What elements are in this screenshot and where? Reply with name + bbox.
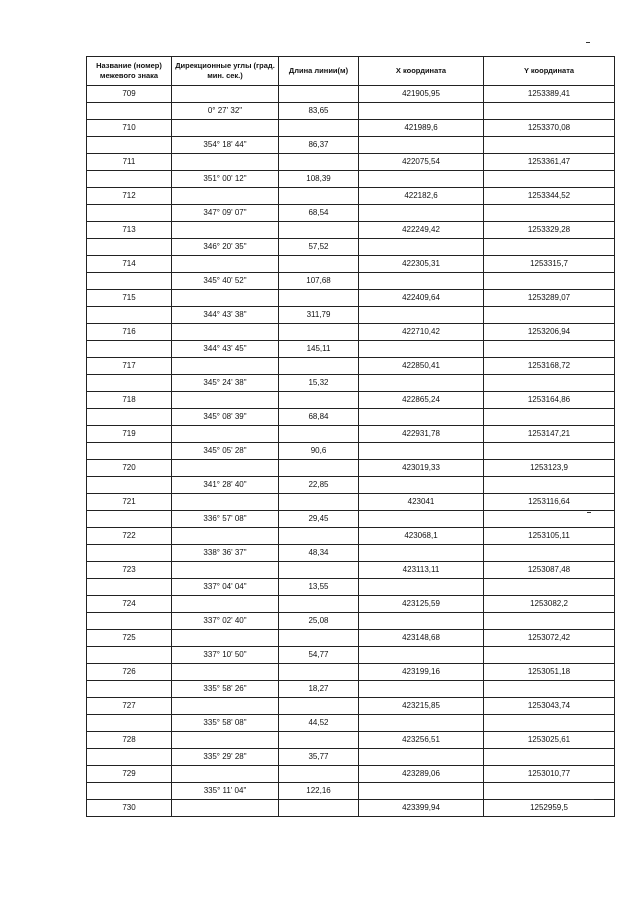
line-length: 83,65 <box>279 103 359 120</box>
empty-cell <box>87 171 172 188</box>
table-row <box>87 783 615 800</box>
x-coordinate: 422865,24 <box>359 392 484 409</box>
table-row <box>87 732 615 749</box>
table-row <box>87 749 615 766</box>
x-coordinate: 423215,85 <box>359 698 484 715</box>
x-coordinate: 421989,6 <box>359 120 484 137</box>
point-name: 709 <box>87 86 172 103</box>
line-length: 122,16 <box>279 783 359 800</box>
y-coordinate: 1252959,5 <box>484 800 615 817</box>
table-row <box>87 698 615 715</box>
empty-cell <box>279 630 359 647</box>
point-name: 726 <box>87 664 172 681</box>
table-row <box>87 375 615 392</box>
table-row <box>87 715 615 732</box>
point-name: 721 <box>87 494 172 511</box>
direction-angle: 346° 20' 35" <box>172 239 279 256</box>
empty-cell <box>279 290 359 307</box>
empty-cell <box>87 273 172 290</box>
table-row <box>87 256 615 273</box>
empty-cell <box>484 103 615 120</box>
point-name: 725 <box>87 630 172 647</box>
point-name: 712 <box>87 188 172 205</box>
y-coordinate: 1253389,41 <box>484 86 615 103</box>
empty-cell <box>87 783 172 800</box>
table-row <box>87 647 615 664</box>
empty-cell <box>359 715 484 732</box>
x-coordinate: 423019,33 <box>359 460 484 477</box>
y-coordinate: 1253164,86 <box>484 392 615 409</box>
table-row <box>87 766 615 783</box>
empty-cell <box>359 307 484 324</box>
empty-cell <box>172 460 279 477</box>
empty-cell <box>359 579 484 596</box>
empty-cell <box>484 307 615 324</box>
empty-cell <box>87 579 172 596</box>
point-name: 714 <box>87 256 172 273</box>
point-name: 719 <box>87 426 172 443</box>
y-coordinate: 1253116,64 <box>484 494 615 511</box>
table-row <box>87 477 615 494</box>
direction-angle: 0° 27' 32" <box>172 103 279 120</box>
empty-cell <box>172 528 279 545</box>
empty-cell <box>484 647 615 664</box>
direction-angle: 336° 57' 08" <box>172 511 279 528</box>
point-name: 717 <box>87 358 172 375</box>
empty-cell <box>484 613 615 630</box>
scan-speck <box>587 512 591 513</box>
empty-cell <box>359 511 484 528</box>
table-row <box>87 188 615 205</box>
x-coordinate: 422305,31 <box>359 256 484 273</box>
line-length: 22,85 <box>279 477 359 494</box>
empty-cell <box>87 477 172 494</box>
table-row <box>87 171 615 188</box>
table-row <box>87 562 615 579</box>
empty-cell <box>172 596 279 613</box>
y-coordinate: 1253123,9 <box>484 460 615 477</box>
header-x-coordinate: X координата <box>359 57 484 86</box>
empty-cell <box>87 647 172 664</box>
empty-cell <box>279 800 359 817</box>
table-row <box>87 222 615 239</box>
line-length: 54,77 <box>279 647 359 664</box>
y-coordinate: 1253206,94 <box>484 324 615 341</box>
x-coordinate: 422931,78 <box>359 426 484 443</box>
direction-angle: 351° 00' 12" <box>172 171 279 188</box>
line-length: 44,52 <box>279 715 359 732</box>
table-row <box>87 494 615 511</box>
empty-cell <box>172 222 279 239</box>
empty-cell <box>172 358 279 375</box>
table-row <box>87 103 615 120</box>
table-row <box>87 460 615 477</box>
y-coordinate: 1253370,08 <box>484 120 615 137</box>
line-length: 311,79 <box>279 307 359 324</box>
direction-angle: 345° 08' 39" <box>172 409 279 426</box>
point-name: 710 <box>87 120 172 137</box>
line-length: 68,54 <box>279 205 359 222</box>
empty-cell <box>172 86 279 103</box>
table-row <box>87 392 615 409</box>
empty-cell <box>172 562 279 579</box>
direction-angle: 344° 43' 38" <box>172 307 279 324</box>
y-coordinate: 1253010,77 <box>484 766 615 783</box>
empty-cell <box>484 511 615 528</box>
line-length: 57,52 <box>279 239 359 256</box>
empty-cell <box>87 375 172 392</box>
point-name: 730 <box>87 800 172 817</box>
empty-cell <box>279 358 359 375</box>
empty-cell <box>172 426 279 443</box>
line-length: 29,45 <box>279 511 359 528</box>
line-length: 145,11 <box>279 341 359 358</box>
line-length: 108,39 <box>279 171 359 188</box>
x-coordinate: 422249,42 <box>359 222 484 239</box>
empty-cell <box>484 783 615 800</box>
empty-cell <box>484 579 615 596</box>
empty-cell <box>172 732 279 749</box>
empty-cell <box>359 783 484 800</box>
point-name: 713 <box>87 222 172 239</box>
direction-angle: 345° 40' 52" <box>172 273 279 290</box>
table-row <box>87 443 615 460</box>
empty-cell <box>484 273 615 290</box>
scan-speck <box>590 799 594 800</box>
direction-angle: 344° 43' 45" <box>172 341 279 358</box>
empty-cell <box>172 800 279 817</box>
empty-cell <box>172 630 279 647</box>
empty-cell <box>172 188 279 205</box>
empty-cell <box>359 341 484 358</box>
direction-angle: 345° 05' 28" <box>172 443 279 460</box>
y-coordinate: 1253105,11 <box>484 528 615 545</box>
empty-cell <box>359 171 484 188</box>
direction-angle: 338° 36' 37" <box>172 545 279 562</box>
point-name: 722 <box>87 528 172 545</box>
direction-angle: 345° 24' 38" <box>172 375 279 392</box>
empty-cell <box>359 749 484 766</box>
point-name: 711 <box>87 154 172 171</box>
x-coordinate: 423113,11 <box>359 562 484 579</box>
empty-cell <box>279 698 359 715</box>
line-length: 86,37 <box>279 137 359 154</box>
table-row <box>87 290 615 307</box>
empty-cell <box>172 324 279 341</box>
table-row <box>87 681 615 698</box>
line-length: 90,6 <box>279 443 359 460</box>
empty-cell <box>279 120 359 137</box>
empty-cell <box>279 324 359 341</box>
empty-cell <box>279 86 359 103</box>
empty-cell <box>484 239 615 256</box>
header-line-length: Длина линии(м) <box>279 57 359 86</box>
y-coordinate: 1253168,72 <box>484 358 615 375</box>
empty-cell <box>87 715 172 732</box>
empty-cell <box>172 698 279 715</box>
line-length: 25,08 <box>279 613 359 630</box>
empty-cell <box>172 154 279 171</box>
y-coordinate: 1253315,7 <box>484 256 615 273</box>
x-coordinate: 423125,59 <box>359 596 484 613</box>
x-coordinate: 422850,41 <box>359 358 484 375</box>
table-row <box>87 426 615 443</box>
empty-cell <box>279 256 359 273</box>
table-row <box>87 664 615 681</box>
table-row <box>87 154 615 171</box>
y-coordinate: 1253025,61 <box>484 732 615 749</box>
empty-cell <box>87 103 172 120</box>
empty-cell <box>87 749 172 766</box>
empty-cell <box>359 647 484 664</box>
empty-cell <box>279 392 359 409</box>
empty-cell <box>172 392 279 409</box>
point-name: 729 <box>87 766 172 783</box>
y-coordinate: 1253344,52 <box>484 188 615 205</box>
empty-cell <box>484 171 615 188</box>
table-row <box>87 545 615 562</box>
table-row <box>87 307 615 324</box>
line-length: 48,34 <box>279 545 359 562</box>
empty-cell <box>172 664 279 681</box>
table-row <box>87 800 615 817</box>
empty-cell <box>359 443 484 460</box>
direction-angle: 347° 09' 07" <box>172 205 279 222</box>
y-coordinate: 1253082,2 <box>484 596 615 613</box>
x-coordinate: 422075,54 <box>359 154 484 171</box>
y-coordinate: 1253043,74 <box>484 698 615 715</box>
table-row <box>87 120 615 137</box>
empty-cell <box>484 681 615 698</box>
empty-cell <box>484 443 615 460</box>
point-name: 718 <box>87 392 172 409</box>
x-coordinate: 423399,94 <box>359 800 484 817</box>
table-row <box>87 324 615 341</box>
line-length: 15,32 <box>279 375 359 392</box>
empty-cell <box>359 613 484 630</box>
empty-cell <box>484 715 615 732</box>
table-header-row <box>87 57 615 86</box>
x-coordinate: 422409,64 <box>359 290 484 307</box>
table-body <box>87 86 615 817</box>
empty-cell <box>279 596 359 613</box>
point-name: 716 <box>87 324 172 341</box>
empty-cell <box>87 681 172 698</box>
coordinates-sheet <box>86 56 615 817</box>
empty-cell <box>87 307 172 324</box>
empty-cell <box>172 290 279 307</box>
empty-cell <box>172 494 279 511</box>
direction-angle: 354° 18' 44" <box>172 137 279 154</box>
table-row <box>87 613 615 630</box>
empty-cell <box>87 137 172 154</box>
table-row <box>87 273 615 290</box>
empty-cell <box>87 409 172 426</box>
line-length: 68,84 <box>279 409 359 426</box>
x-coordinate: 423041 <box>359 494 484 511</box>
empty-cell <box>484 477 615 494</box>
direction-angle: 341° 28' 40" <box>172 477 279 494</box>
empty-cell <box>279 460 359 477</box>
table-row <box>87 86 615 103</box>
empty-cell <box>279 494 359 511</box>
empty-cell <box>359 545 484 562</box>
empty-cell <box>359 681 484 698</box>
empty-cell <box>279 766 359 783</box>
table-row <box>87 239 615 256</box>
empty-cell <box>484 749 615 766</box>
empty-cell <box>87 545 172 562</box>
empty-cell <box>484 341 615 358</box>
x-coordinate: 421905,95 <box>359 86 484 103</box>
empty-cell <box>87 239 172 256</box>
empty-cell <box>484 375 615 392</box>
x-coordinate: 423199,16 <box>359 664 484 681</box>
empty-cell <box>279 528 359 545</box>
header-point-name: Название (номер) межевого знака <box>87 57 172 86</box>
direction-angle: 335° 58' 26" <box>172 681 279 698</box>
empty-cell <box>172 766 279 783</box>
empty-cell <box>87 341 172 358</box>
point-name: 727 <box>87 698 172 715</box>
empty-cell <box>279 426 359 443</box>
empty-cell <box>359 409 484 426</box>
empty-cell <box>484 409 615 426</box>
direction-angle: 335° 11' 04" <box>172 783 279 800</box>
y-coordinate: 1253087,48 <box>484 562 615 579</box>
point-name: 728 <box>87 732 172 749</box>
table-row <box>87 511 615 528</box>
y-coordinate: 1253072,42 <box>484 630 615 647</box>
scan-speck <box>586 42 590 43</box>
empty-cell <box>359 273 484 290</box>
direction-angle: 335° 29' 28" <box>172 749 279 766</box>
direction-angle: 335° 58' 08" <box>172 715 279 732</box>
point-name: 720 <box>87 460 172 477</box>
line-length: 13,55 <box>279 579 359 596</box>
empty-cell <box>279 664 359 681</box>
empty-cell <box>484 545 615 562</box>
empty-cell <box>87 613 172 630</box>
line-length: 18,27 <box>279 681 359 698</box>
header-direction-angle: Дирекционные углы (град. мин. сек.) <box>172 57 279 86</box>
boundary-coordinates-table <box>86 56 615 817</box>
x-coordinate: 423148,68 <box>359 630 484 647</box>
empty-cell <box>172 256 279 273</box>
empty-cell <box>87 443 172 460</box>
direction-angle: 337° 10' 50" <box>172 647 279 664</box>
line-length: 107,68 <box>279 273 359 290</box>
x-coordinate: 422182,6 <box>359 188 484 205</box>
point-name: 724 <box>87 596 172 613</box>
table-row <box>87 630 615 647</box>
x-coordinate: 423256,51 <box>359 732 484 749</box>
empty-cell <box>359 137 484 154</box>
y-coordinate: 1253051,18 <box>484 664 615 681</box>
empty-cell <box>87 511 172 528</box>
x-coordinate: 423068,1 <box>359 528 484 545</box>
y-coordinate: 1253147,21 <box>484 426 615 443</box>
empty-cell <box>359 477 484 494</box>
y-coordinate: 1253329,28 <box>484 222 615 239</box>
empty-cell <box>279 222 359 239</box>
table-row <box>87 528 615 545</box>
x-coordinate: 423289,06 <box>359 766 484 783</box>
empty-cell <box>359 103 484 120</box>
y-coordinate: 1253289,07 <box>484 290 615 307</box>
point-name: 715 <box>87 290 172 307</box>
header-y-coordinate: Y координата <box>484 57 615 86</box>
table-row <box>87 409 615 426</box>
empty-cell <box>172 120 279 137</box>
x-coordinate: 422710,42 <box>359 324 484 341</box>
empty-cell <box>359 375 484 392</box>
table-row <box>87 596 615 613</box>
empty-cell <box>484 205 615 222</box>
empty-cell <box>87 205 172 222</box>
y-coordinate: 1253361,47 <box>484 154 615 171</box>
point-name: 723 <box>87 562 172 579</box>
table-row <box>87 341 615 358</box>
table-row <box>87 137 615 154</box>
direction-angle: 337° 04' 04" <box>172 579 279 596</box>
empty-cell <box>279 154 359 171</box>
table-row <box>87 358 615 375</box>
table-row <box>87 205 615 222</box>
empty-cell <box>279 562 359 579</box>
empty-cell <box>279 732 359 749</box>
line-length: 35,77 <box>279 749 359 766</box>
empty-cell <box>359 205 484 222</box>
table-row <box>87 579 615 596</box>
empty-cell <box>359 239 484 256</box>
empty-cell <box>484 137 615 154</box>
empty-cell <box>279 188 359 205</box>
direction-angle: 337° 02' 40" <box>172 613 279 630</box>
